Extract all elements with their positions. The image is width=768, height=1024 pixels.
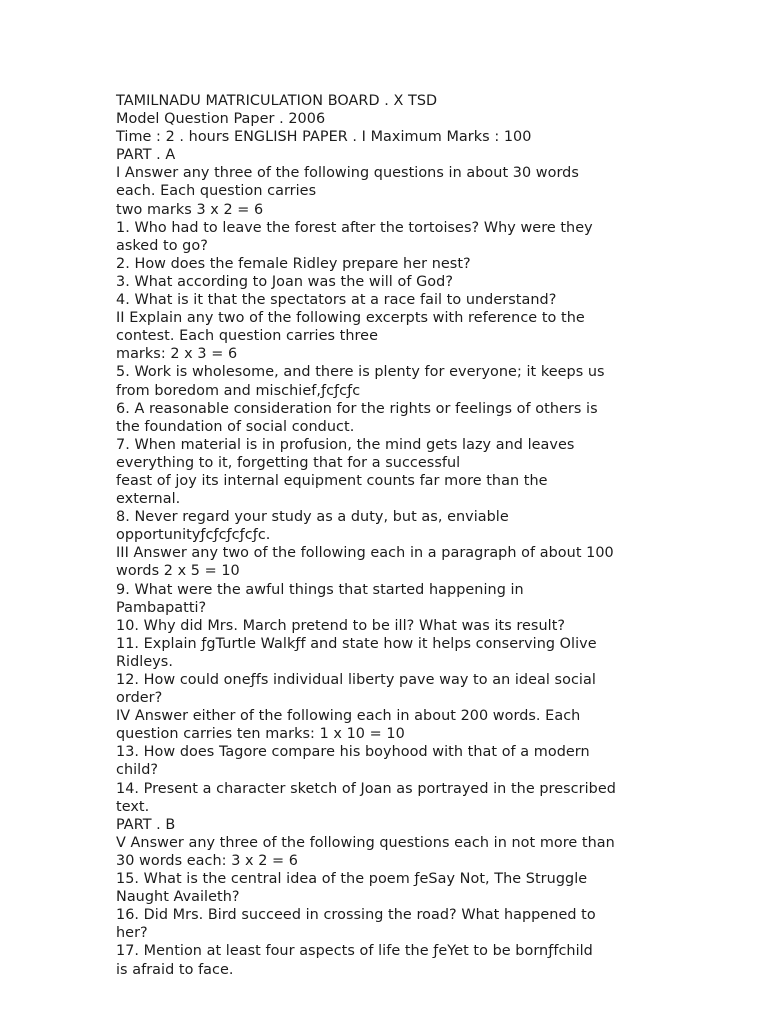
instruction-section-5: V Answer any three of the following questions each in not more than xyxy=(116,834,615,851)
question-6: the foundation of social conduct. xyxy=(116,418,355,435)
header-time-marks: Time : 2 . hours ENGLISH PAPER . I Maximum Marks : 100 xyxy=(116,129,532,146)
question-17: 17. Mention at least four aspects of life the ƒeYet to be bornƒfchild xyxy=(116,943,593,960)
question-16: 16. Did Mrs. Bird succeed in crossing the road? What happened to xyxy=(116,907,596,924)
question-1: 1. Who had to leave the forest after the tortoises? Why were they xyxy=(116,219,593,236)
question-7: external. xyxy=(116,491,181,508)
question-2: 2. How does the female Ridley prepare her nest? xyxy=(116,255,471,272)
instruction-section-1: I Answer any three of the following questions in about 30 words xyxy=(116,165,579,182)
header-board-title: TAMILNADU MATRICULATION BOARD . X TSD xyxy=(116,93,438,109)
question-15: Naught Availeth? xyxy=(116,889,240,906)
question-8: 8. Never regard your study as a duty, but as, enviable xyxy=(116,509,509,526)
question-14: text. xyxy=(116,798,150,815)
question-3: 3. What according to Joan was the will of God? xyxy=(116,273,454,290)
header-paper-title: Model Question Paper . 2006 xyxy=(116,111,326,128)
question-5: from boredom and mischief,ƒcƒcƒc xyxy=(116,382,361,399)
question-16: her? xyxy=(116,925,148,942)
question-17: is afraid to face. xyxy=(116,961,234,978)
question-9: 9. What were the awful things that started happening in xyxy=(116,581,524,598)
question-7: feast of joy its internal equipment counts far more than the xyxy=(116,472,548,489)
question-11: 11. Explain ƒgTurtle Walkƒf and state how it helps conserving Olive xyxy=(116,635,597,652)
question-7: everything to it, forgetting that for a successful xyxy=(116,454,461,471)
question-7: 7. When material is in profusion, the mind gets lazy and leaves xyxy=(116,436,575,453)
section-heading-part-a: PART . A xyxy=(116,147,176,164)
instruction-section-1-marks: two marks 3 x 2 = 6 xyxy=(116,201,264,218)
question-9: Pambapatti? xyxy=(116,599,207,616)
question-15: 15. What is the central idea of the poem ƒeSay Not, The Struggle xyxy=(116,871,588,888)
section-heading-part-b: PART . B xyxy=(116,816,176,833)
instruction-section-3-marks: words 2 x 5 = 10 xyxy=(116,563,240,580)
question-4: 4. What is it that the spectators at a race fail to understand? xyxy=(116,292,557,309)
question-11: Ridleys. xyxy=(116,653,173,670)
question-10: 10. Why did Mrs. March pretend to be ill? What was its result? xyxy=(116,617,566,634)
instruction-section-4-marks: question carries ten marks: 1 x 10 = 10 xyxy=(116,726,405,743)
question-6: 6. A reasonable consideration for the rights or feelings of others is xyxy=(116,400,598,417)
instruction-section-2: II Explain any two of the following excerpts with reference to the xyxy=(116,310,585,327)
instruction-section-2: contest. Each question carries three xyxy=(116,328,378,345)
question-12: 12. How could oneƒfs individual liberty pave way to an ideal social xyxy=(116,672,596,688)
question-12: order? xyxy=(116,690,163,707)
question-14: 14. Present a character sketch of Joan as portrayed in the prescribed xyxy=(116,780,616,797)
question-5: 5. Work is wholesome, and there is plenty for everyone; it keeps us xyxy=(116,364,605,381)
instruction-section-1: each. Each question carries xyxy=(116,183,317,200)
instruction-section-3: III Answer any two of the following each in a paragraph of about 100 xyxy=(116,545,614,562)
question-1: asked to go? xyxy=(116,237,208,254)
instruction-section-2-marks: marks: 2 x 3 = 6 xyxy=(116,346,238,363)
question-8: opportunityƒcƒcƒcƒcƒc. xyxy=(116,527,271,544)
question-13: child? xyxy=(116,762,159,779)
instruction-section-4: IV Answer either of the following each in about 200 words. Each xyxy=(116,708,581,725)
instruction-section-5-marks: 30 words each: 3 x 2 = 6 xyxy=(116,852,298,869)
question-13: 13. How does Tagore compare his boyhood with that of a modern xyxy=(116,744,590,761)
question-paper-text xyxy=(116,92,661,979)
